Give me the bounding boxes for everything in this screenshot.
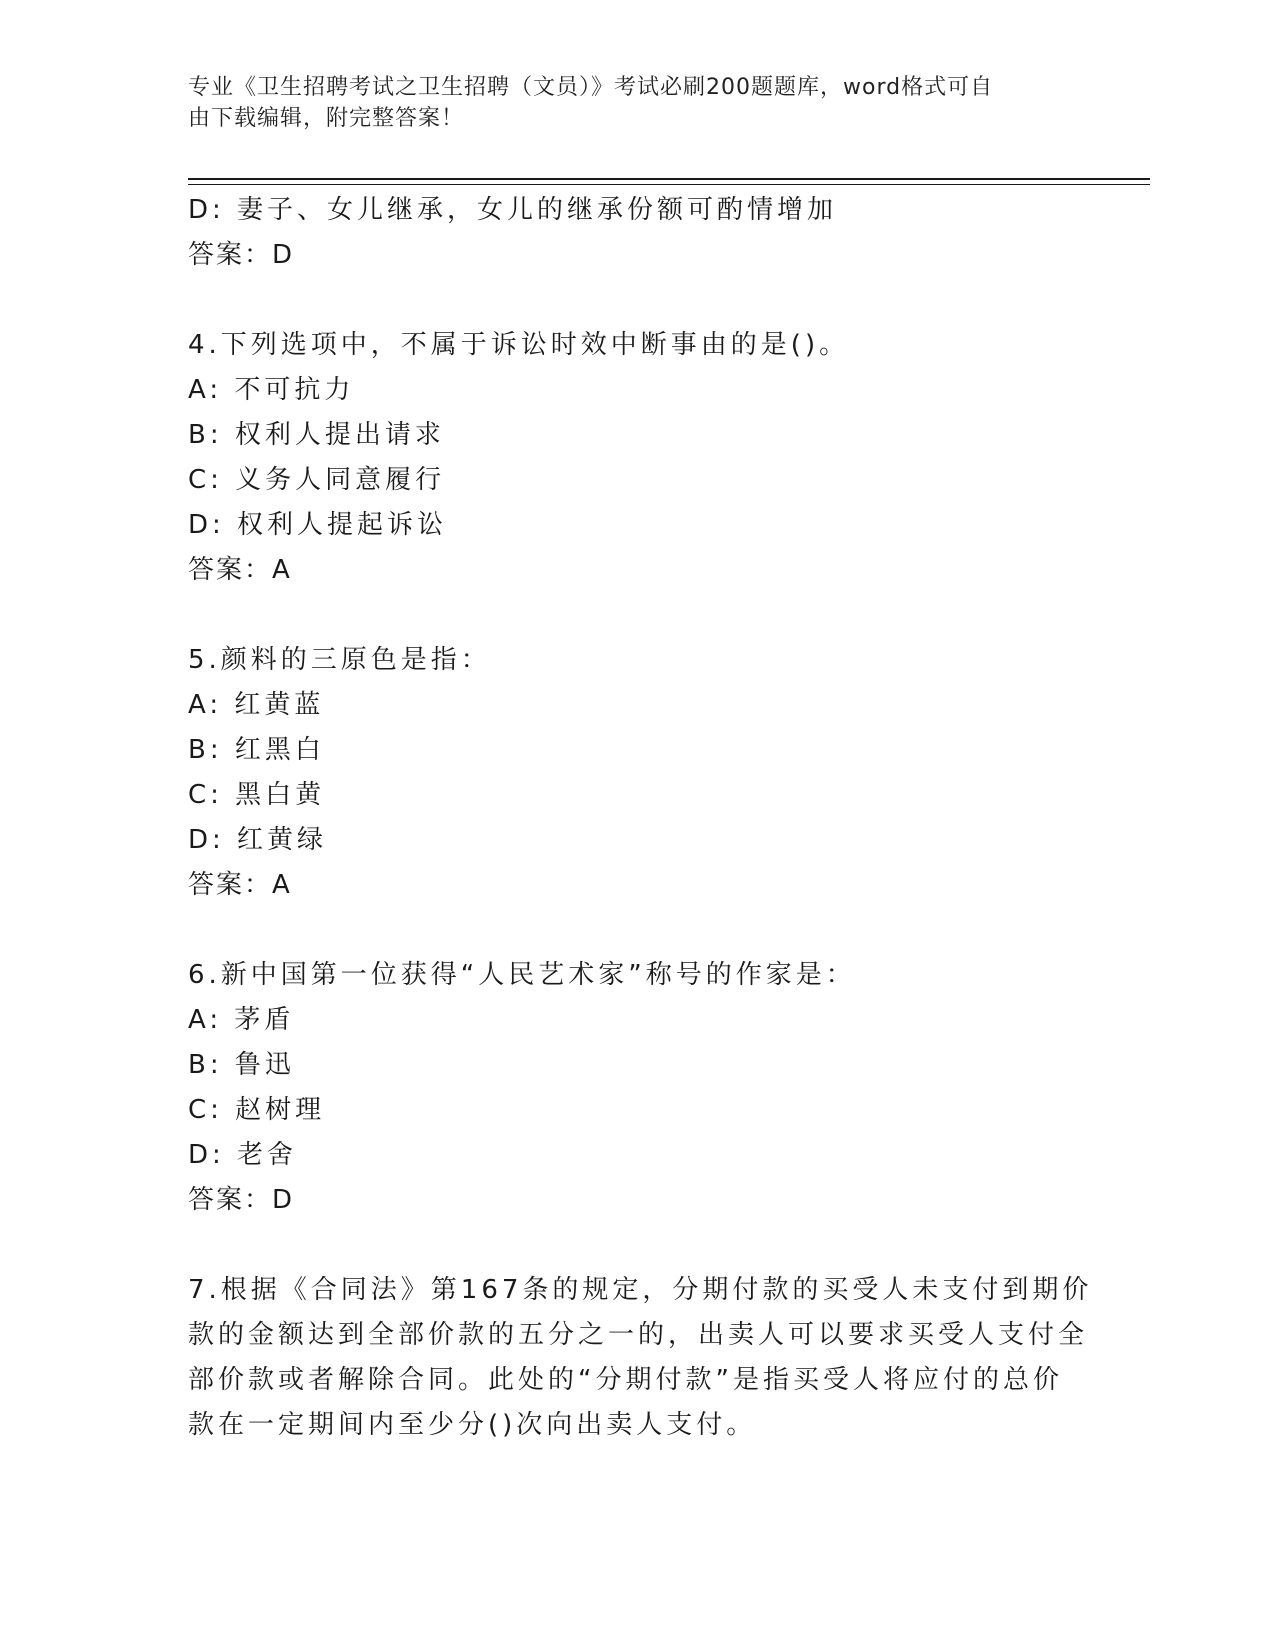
header-line-1: 专业《卫生招聘考试之卫生招聘（文员）》考试必刷200题题库，word格式可自: [188, 75, 994, 100]
option-b: B: 红黑白: [188, 735, 325, 765]
option-a: A: 红黄蓝: [188, 690, 325, 720]
question-stem: 5.颜料的三原色是指：: [188, 645, 491, 675]
question-stem-line-4: 款在一定期间内至少分()次向出卖人支付。: [188, 1410, 757, 1440]
option-d: D: 妻子、女儿继承，女儿的继承份额可酌情增加: [188, 195, 838, 225]
question-stem-line-3: 部价款或者解除合同。此处的“分期付款”是指买受人将应付的总价: [188, 1365, 1063, 1395]
header-line-2: 由下载编辑，附完整答案！: [188, 106, 465, 131]
question-stem: 6.新中国第一位获得“人民艺术家”称号的作家是：: [188, 960, 856, 990]
option-d: D: 红黄绿: [188, 825, 328, 855]
question-5: [188, 638, 1088, 908]
answer-line: 答案：D: [188, 1185, 295, 1215]
option-a: A: 茅盾: [188, 1005, 295, 1035]
question-7: [188, 1268, 1093, 1448]
header-divider-thick: [188, 178, 1150, 180]
option-a: A: 不可抗力: [188, 375, 355, 405]
option-b: B: 权利人提出请求: [188, 420, 445, 450]
question-3-tail: [188, 188, 1088, 278]
answer-line: 答案：A: [188, 870, 292, 900]
option-c: C: 赵树理: [188, 1095, 326, 1125]
header-divider-thin: [188, 184, 1150, 185]
question-content: [188, 188, 1093, 1448]
question-stem: 4.下列选项中，不属于诉讼时效中断事由的是()。: [188, 330, 850, 360]
option-d: D: 老舍: [188, 1140, 298, 1170]
question-6: [188, 953, 1088, 1223]
question-stem-line-1: 7.根据《合同法》第167条的规定，分期付款的买受人未支付到期价: [188, 1275, 1093, 1305]
question-4: [188, 323, 1088, 593]
option-c: C: 义务人同意履行: [188, 465, 446, 495]
document-header: [188, 72, 1068, 134]
answer-line: 答案：D: [188, 240, 295, 270]
option-d: D: 权利人提起诉讼: [188, 510, 448, 540]
option-c: C: 黑白黄: [188, 780, 326, 810]
answer-line: 答案：A: [188, 555, 292, 585]
question-stem-line-2: 款的金额达到全部价款的五分之一的，出卖人可以要求买受人支付全: [188, 1320, 1089, 1350]
option-b: B: 鲁迅: [188, 1050, 295, 1080]
